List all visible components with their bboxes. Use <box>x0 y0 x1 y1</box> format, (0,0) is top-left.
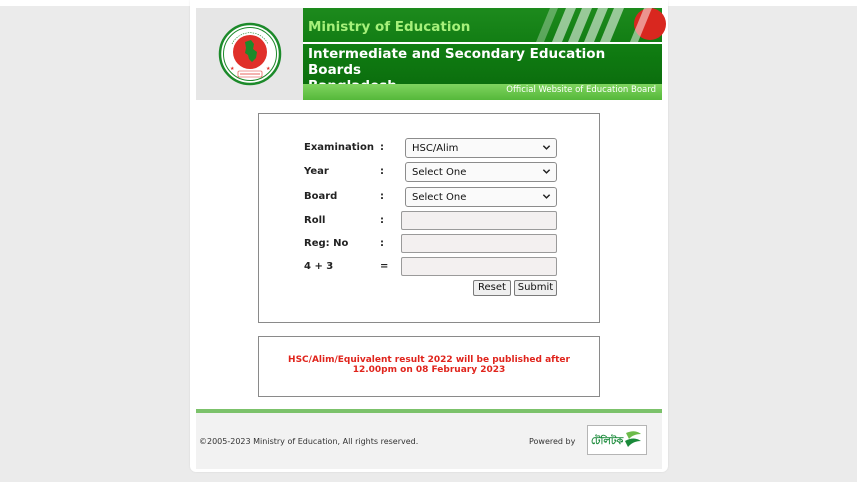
examination-separator: : <box>380 142 384 153</box>
board-row <box>304 187 564 209</box>
header-stripes-decoration <box>532 8 662 42</box>
roll-separator: : <box>380 215 384 226</box>
examination-row <box>304 138 564 160</box>
year-row <box>304 162 564 184</box>
header-subbar <box>303 84 662 100</box>
teletalk-swoosh-icon <box>623 429 643 451</box>
header-divider <box>303 42 662 44</box>
notice-line1: HSC/Alim/Equivalent result 2022 will be published after <box>288 355 570 365</box>
result-notice <box>279 355 579 375</box>
government-seal[interactable] <box>196 8 303 100</box>
reset-button[interactable]: Reset <box>473 280 511 296</box>
ministry-title: Ministry of Education <box>308 19 471 35</box>
svg-text:★: ★ <box>229 66 234 72</box>
chevron-down-icon <box>542 143 551 152</box>
examination-select-value: HSC/Alim <box>412 143 459 154</box>
chevron-down-icon <box>542 167 551 176</box>
captcha-input[interactable] <box>401 257 557 276</box>
official-website-text: Official Website of Education Board <box>506 85 656 95</box>
header-green-banner <box>303 8 662 84</box>
captcha-label: 4 + 3 <box>304 261 334 272</box>
reg-no-separator: : <box>380 238 384 249</box>
reg-no-row <box>304 234 564 256</box>
captcha-row <box>304 257 564 279</box>
board-separator: : <box>380 191 384 202</box>
board-select-value: Select One <box>412 192 467 203</box>
chevron-down-icon <box>542 192 551 201</box>
year-select-value: Select One <box>412 167 467 178</box>
examination-label: Examination <box>304 142 374 153</box>
board-select[interactable] <box>405 187 557 207</box>
roll-row <box>304 211 564 233</box>
year-label: Year <box>304 166 329 177</box>
reg-no-label: Reg: No <box>304 238 349 249</box>
result-form <box>258 113 600 323</box>
notice-panel <box>258 336 600 397</box>
site-footer <box>196 413 662 469</box>
teletalk-logo[interactable] <box>587 425 647 455</box>
board-title-line1: Intermediate and Secondary Education Boards <box>308 46 606 78</box>
roll-input[interactable] <box>401 211 557 230</box>
roll-label: Roll <box>304 215 326 226</box>
svg-text:★: ★ <box>265 66 270 72</box>
captcha-separator: = <box>380 261 389 272</box>
year-separator: : <box>380 166 384 177</box>
notice-line2: 12.00pm on 08 February 2023 <box>352 365 506 375</box>
copyright-text: ©2005-2023 Ministry of Education, All rights reserved. <box>199 437 419 446</box>
bangladesh-seal-icon <box>218 22 282 86</box>
reg-no-input[interactable] <box>401 234 557 253</box>
powered-by-text: Powered by <box>529 437 576 446</box>
year-select[interactable] <box>405 162 557 182</box>
board-label: Board <box>304 191 338 202</box>
teletalk-wordmark: টেলিটক <box>591 436 624 447</box>
page-container <box>190 0 668 472</box>
site-header <box>196 8 662 100</box>
submit-button[interactable]: Submit <box>514 280 557 296</box>
examination-select[interactable] <box>405 138 557 158</box>
